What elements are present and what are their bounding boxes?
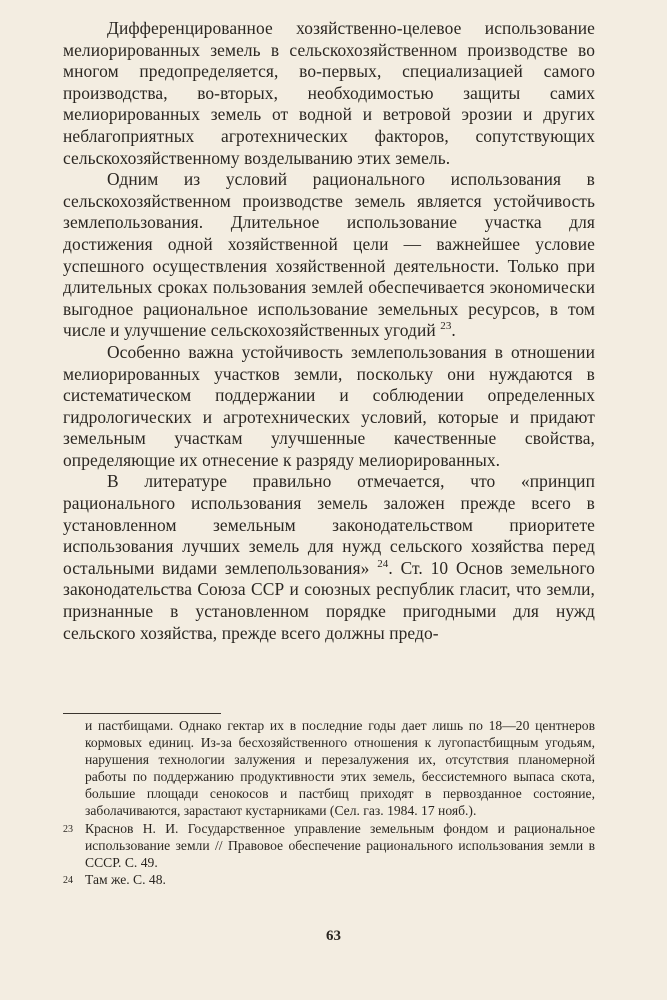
footnote-ref-23: 23	[440, 320, 452, 333]
paragraph-3-text: Особенно важна устойчивость землепользования в отношении мелиорированных участков земли, поскольку они нуждаются в систематическом поддержании и соблюдении определенных гидрологических и агротехнических условий, которые и придают земельным участкам улучшенные качественные свойства, определяющие их отнесение к разряду мелиорированных.	[63, 341, 595, 470]
paragraph-3	[63, 342, 595, 472]
main-text	[63, 18, 595, 644]
footnote-23	[63, 820, 595, 871]
paragraph-4	[63, 471, 595, 644]
footnote-continuation	[63, 717, 595, 820]
paragraph-2-tail: .	[451, 320, 456, 341]
paragraph-2	[63, 169, 595, 342]
page-number: 63	[326, 928, 341, 944]
paragraph-4-text: В литературе правильно отмечается, что «принцип рационального использования земель заложен прежде всего в установленном земельным законодательством приоритете использования лучших земель для нужд сельского хозяйства перед остальными видами землепользования»	[63, 471, 595, 578]
footnote-ref-24: 24	[377, 558, 389, 571]
paragraph-1	[63, 18, 595, 169]
paragraph-2-text: Одним из условий рационального использования в сельскохозяйственном производстве земель является устойчивость землепользования. Длительное использование участка для достижения одной хозяйственной цели — важнейшее условие успешного осуществления хозяйственной деятельности. Только при длительных сроках пользования землей обеспечивается экономически выгодное рациональное использование земельных ресурсов, в том числе и улучшение сельскохозяйственных угодий	[63, 169, 595, 341]
footnote-continuation-text: и пастбищами. Однако гектар их в последние годы дает лишь по 18—20 центнеров кормовых единиц. Из-за бесхозяйственного отношения к лугопастбищным угодьям, нарушения технологии залужения и перезалужения их, отсутствия планомерной работы по поддержанию продуктивности этих земель, бессистемного выпаса скота, большие площади сенокосов и пастбищ приходят в первозданное состояние, заболачиваются, зарастают кустарниками (Сел. газ. 1984. 17 нояб.).	[85, 718, 595, 819]
footnote-24-number: 24	[63, 874, 73, 886]
footnote-divider	[63, 713, 221, 714]
footnotes	[63, 717, 595, 888]
paragraph-4-tail: . Ст. 10 Основ земельного законодательства Союза ССР и союзных республик гласит, что земли, признанные в установленном порядке пригодными для нужд сельского хозяйства, прежде всего должны предо-	[63, 557, 595, 643]
footnote-23-number: 23	[63, 823, 73, 835]
footnote-23-text: Краснов Н. И. Государственное управление земельным фондом и рациональное использование земли // Правовое обеспечение рационального использования земли в СССР. С. 49.	[85, 820, 595, 870]
footnote-24-text: Там же. С. 48.	[85, 871, 166, 887]
footnote-24	[63, 871, 595, 888]
paragraph-1-text: Дифференцированное хозяйственно-целевое использование мелиорированных земель в сельскохозяйственном производстве во многом предопределяется, во-первых, специализацией самого производства, во-вторых, необходимостью защиты самих мелиорированных земель от водной и ветровой эрозии и других неблагоприятных агротехнических факторов, сопутствующих сельскохозяйственному возделыванию этих земель.	[63, 18, 595, 168]
